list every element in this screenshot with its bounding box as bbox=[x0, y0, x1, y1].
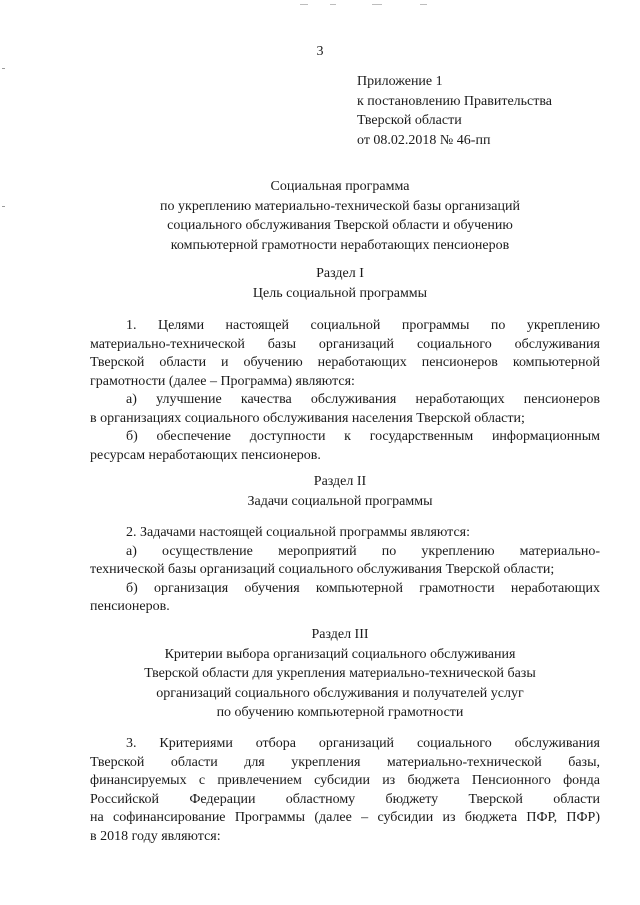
paragraph-line: 3. Критериями отбора организаций социального обслуживания bbox=[126, 736, 600, 751]
program-title bbox=[60, 177, 620, 255]
paragraph-line: в 2018 году являются: bbox=[90, 828, 221, 844]
scan-artifact bbox=[300, 4, 308, 5]
section-heading: Раздел III bbox=[311, 627, 369, 642]
section-3-body bbox=[90, 735, 600, 846]
list-item-line: б) обеспечение доступности к государственным информационным bbox=[126, 429, 600, 444]
paragraph-line: Российской Федерации областному бюджету Тверской области bbox=[90, 791, 600, 807]
list-item-line: а) осуществление мероприятий по укреплению материально- bbox=[126, 543, 600, 559]
appendix-line: Приложение 1 bbox=[357, 74, 443, 89]
paragraph-line: материально-технической базы организаций социального обслуживания bbox=[90, 336, 600, 352]
section-title: Цель социальной программы bbox=[252, 285, 428, 301]
list-item-line: ресурсам неработающих пенсионеров. bbox=[90, 447, 321, 463]
appendix-line: к постановлению Правительства bbox=[357, 93, 553, 109]
paragraph-line: финансируемых с привлечением субсидии из бюджета Пенсионного фонда bbox=[90, 773, 600, 788]
title-line: по укреплению материально-технической базы организаций bbox=[160, 198, 520, 214]
title-line: социального обслуживания Тверской области и обучению bbox=[167, 218, 513, 233]
paragraph-line: 2. Задачами настоящей социальной программы являются: bbox=[126, 525, 470, 540]
section-title: Задачи социальной программы bbox=[247, 493, 433, 509]
section-title-line: Критерии выбора организаций социального обслуживания bbox=[164, 646, 516, 662]
section-heading: Раздел II bbox=[313, 474, 367, 489]
list-item-line: б) организация обучения компьютерной грамотности неработающих bbox=[126, 580, 600, 596]
scan-artifact bbox=[372, 4, 382, 5]
appendix-line: Тверской области bbox=[357, 113, 462, 128]
section-1-header bbox=[60, 264, 620, 303]
section-title-line: Тверской области для укрепления материально-технической базы bbox=[144, 666, 536, 681]
section-2-header bbox=[60, 472, 620, 511]
scan-artifact bbox=[420, 4, 427, 5]
section-title-line: по обучению компьютерной грамотности bbox=[216, 705, 464, 720]
margin-artifact bbox=[2, 206, 5, 207]
title-line: Социальная программа bbox=[270, 179, 410, 194]
paragraph-line: Тверской области и обучению неработающих пенсионеров компьютерной bbox=[90, 355, 600, 370]
section-3-header bbox=[60, 625, 620, 723]
list-item-line: пенсионеров. bbox=[90, 599, 170, 614]
section-title-line: организаций социального обслуживания и получателей услуг bbox=[156, 685, 524, 701]
appendix-line: от 08.02.2018 № 46-пп bbox=[357, 132, 491, 148]
list-item-line: а) улучшение качества обслуживания неработающих пенсионеров bbox=[126, 392, 600, 407]
appendix-block bbox=[357, 72, 552, 150]
paragraph-line: 1. Целями настоящей социальной программы по укреплению bbox=[126, 318, 600, 333]
page-number: 3 bbox=[316, 44, 324, 59]
margin-artifact bbox=[2, 68, 5, 69]
paragraph-line: на софинансирование Программы (далее – субсидии из бюджета ПФР, ПФР) bbox=[90, 810, 600, 825]
paragraph-line: Тверской области для укрепления материально-технической базы, bbox=[90, 754, 600, 770]
title-line: компьютерной грамотности неработающих пенсионеров bbox=[170, 237, 510, 253]
list-item-line: в организациях социального обслуживания населения Тверской области; bbox=[90, 410, 525, 426]
list-item-line: технической базы организаций социального обслуживания Тверской области; bbox=[90, 562, 555, 577]
section-heading: Раздел I bbox=[316, 266, 364, 281]
scan-artifact bbox=[330, 4, 336, 5]
paragraph-line: грамотности (далее – Программа) являются: bbox=[90, 373, 355, 389]
section-2-body bbox=[90, 524, 600, 617]
section-1-body bbox=[90, 317, 600, 465]
